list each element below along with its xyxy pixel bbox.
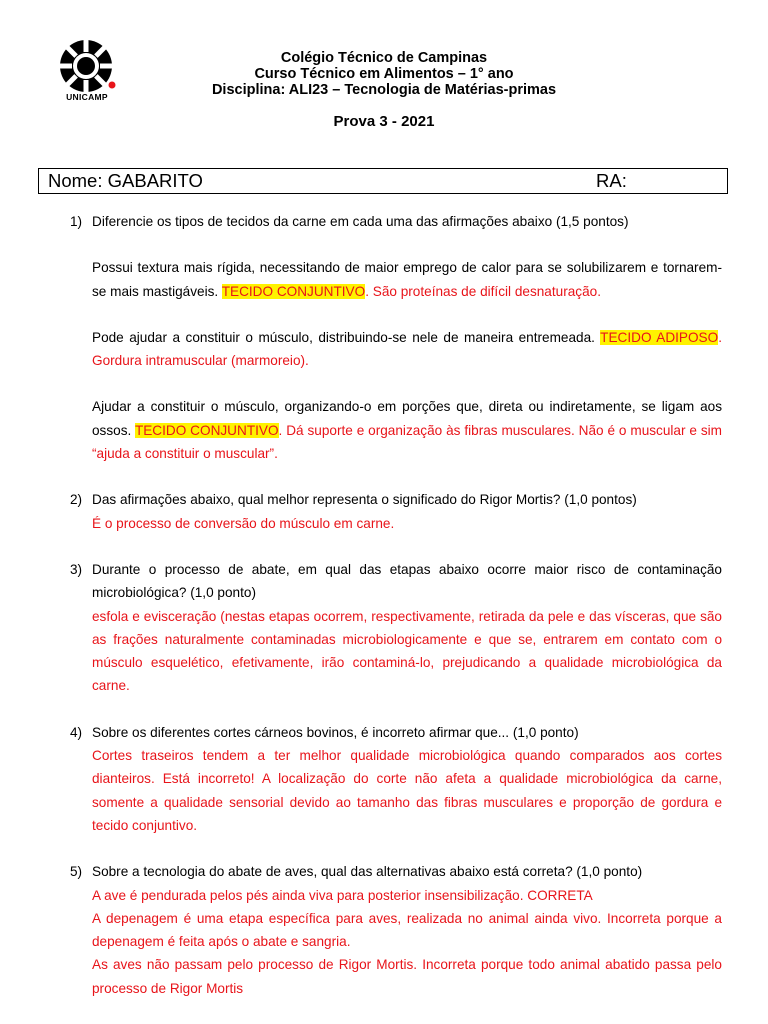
question-text: Das afirmações abaixo, qual melhor representa o significado do Rigor Mortis? (1,0 pontos) — [92, 492, 637, 508]
logo-text: UNICAMP — [66, 92, 108, 102]
answer-text: . Gordura intramuscular (marmoreio). — [92, 329, 722, 369]
q5-answer-1: A ave é pendurada pelos pés ainda viva para posterior insensibilização. CORRETA — [92, 887, 593, 903]
question-number: 5) — [70, 864, 83, 880]
q5-answer-3: As aves não passam pelo processo de Rigor Mortis. Incorreta porque todo animal abatido passa pelo processo de Rigor Mortis — [92, 957, 722, 996]
exam-content — [70, 210, 722, 1000]
q1-statement-1 — [92, 256, 722, 303]
header-course: Curso Técnico em Alimentos – 1° ano — [254, 66, 514, 82]
question-4 — [70, 721, 722, 744]
question-5 — [70, 860, 722, 883]
question-2 — [70, 488, 722, 511]
statement-text: Ajudar a constituir o músculo, organizando-o em porções que, direta ou indiretamente, se ligam aos ossos. — [92, 399, 722, 438]
q2-answer: É o processo de conversão do músculo em carne. — [92, 515, 395, 531]
header-school: Colégio Técnico de Campinas — [280, 50, 488, 66]
question-number: 2) — [70, 492, 83, 508]
question-text: Sobre os diferentes cortes cárneos bovinos, é incorreto afirmar que... (1,0 ponto) — [92, 724, 579, 740]
statement-text: Pode ajudar a constituir o músculo, distribuindo-se nele de maneira entremeada. — [92, 329, 601, 345]
ra-label: RA: — [596, 170, 627, 191]
q5-answer-2: A depenagem é uma etapa específica para aves, realizada no animal ainda vivo. Incorreta porque a depenagem é feita após o abate e sangria. — [92, 910, 722, 950]
question-text: Sobre a tecnologia do abate de aves, qual das alternativas abaixo está correta? (1,0 ponto) — [92, 864, 643, 880]
q3-answer: esfola e evisceração (nestas etapas ocorrem, respectivamente, retirada da pele e das vísceras, que são as frações naturalmente contaminadas microbiologicamente e que se, entrarem em contato com o músculo esquelético, efetivamente, irão contaminá-lo, prejudicando a qualidade microbiológica da carne. — [92, 608, 722, 694]
question-1 — [70, 210, 722, 233]
q4-answer: Cortes traseiros tendem a ter melhor qualidade microbiológica quando comparados aos cortes dianteiros. Está incorreto! A localização do corte não afeta a qualidade microbiológica da carne, somente a qualidade sensorial devido ao tamanho das fibras musculares e proporção de gordura e tecido conjuntivo. — [92, 748, 722, 833]
q1-statement-3 — [92, 395, 722, 465]
exam-title: Prova 3 - 2021 — [333, 113, 435, 130]
answer-highlight: TECIDO ADIPOSO — [600, 329, 719, 345]
answer-highlight: TECIDO CONJUNTIVO — [221, 283, 366, 299]
q1-statement-2 — [92, 326, 722, 373]
header-discipline: Disciplina: ALI23 – Tecnologia de Matérias-primas — [211, 82, 557, 98]
answer-text: . Dá suporte e organização às fibras musculares. Não é o muscular e sim “ajuda a constituir o muscular”. — [92, 422, 722, 462]
document-header — [0, 50, 768, 130]
question-text: Durante o processo de abate, em qual das etapas abaixo ocorre maior risco de contaminação microbiológica? (1,0 ponto) — [92, 561, 722, 601]
answer-text: . São proteínas de difícil desnaturação. — [365, 283, 601, 299]
question-number: 4) — [70, 724, 83, 740]
answer-highlight: TECIDO CONJUNTIVO — [134, 422, 279, 438]
question-text: Diferencie os tipos de tecidos da carne em cada uma das afirmações abaixo (1,5 pontos) — [92, 214, 629, 229]
question-number: 3) — [70, 561, 83, 577]
name-box — [38, 168, 728, 194]
question-3 — [70, 558, 722, 605]
question-number: 1) — [70, 214, 83, 229]
name-label: Nome: GABARITO — [48, 170, 203, 191]
statement-text: Possui textura mais rígida, necessitando de maior emprego de calor para se solubilizarem e tornarem-se mais mastigáveis. — [92, 260, 722, 299]
